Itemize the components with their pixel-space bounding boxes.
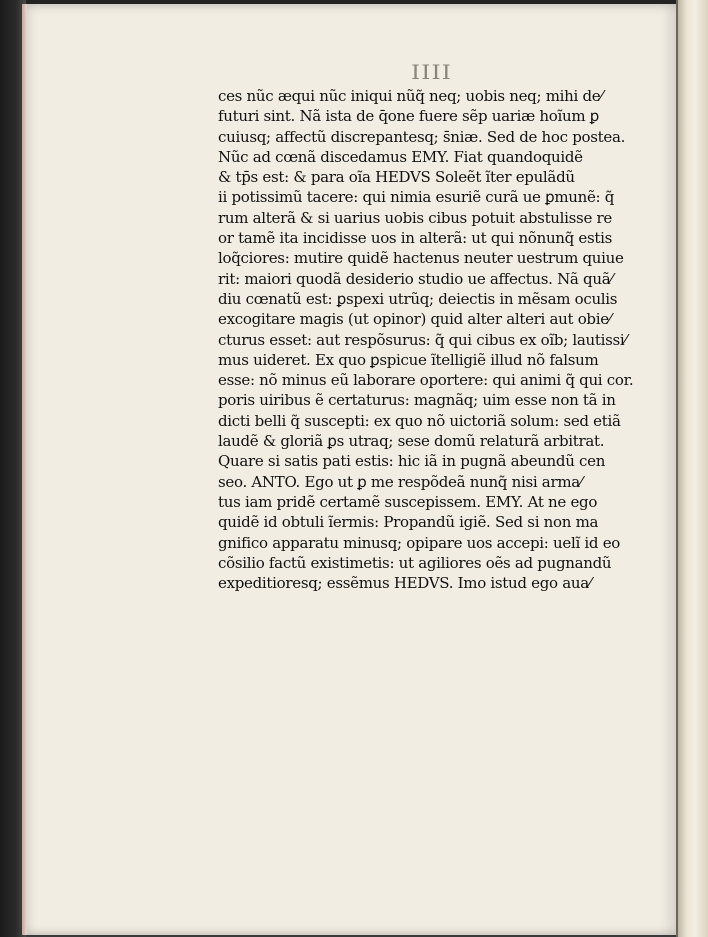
text-line: seo. ANTO. Ego ut ꝑ me respõdeã nunq̃ nisi arma⁄ — [218, 472, 583, 491]
text-line: diu cœnatũ est: ꝑspexi utrũq; deiectis in mẽsam oculis — [218, 289, 618, 308]
text-line: tus iam pridẽ certamẽ suscepissem. EMY. At ne ego — [218, 492, 598, 511]
text-line: & tp̄s est: & para oĩa HEDVS Soleẽt ĩter epulãdũ — [218, 168, 575, 187]
text-block — [218, 86, 638, 593]
text-line: poris uiribus ẽ certaturus: magnãq; uim esse non tã in — [218, 391, 616, 410]
text-line: quidẽ id obtuli ĩermis: Propandũ igiẽ. Sed si non ma — [218, 513, 599, 532]
text-line: futuri sint. Nã ista de q̄one fuere sẽp uariæ hoĩum ꝑ — [218, 107, 599, 126]
text-line: gnifico apparatu minusq; opipare uos accepi: uelĩ id eo — [218, 533, 620, 552]
folio-number: IIII — [411, 60, 452, 84]
text-line: rit: maiori quodã desiderio studio ue affectus. Nã quã⁄ — [218, 269, 613, 288]
text-line: excogitare magis (ut opinor) quid alter alteri aut obie⁄ — [218, 310, 612, 329]
text-line: esse: nõ minus eũ laborare oportere: qui animi q̃ qui cor. — [218, 371, 634, 390]
text-line: cuiusq; affectũ discrepantesq; s̄niæ. Sed de hoc postea. — [218, 127, 626, 146]
text-line: expeditioresq; essẽmus HEDVS. Imo istud ego aua⁄ — [218, 574, 592, 593]
text-line: cõsilio factũ existimetis: ut agiliores oẽs ad pugnandũ — [218, 553, 612, 572]
text-line: Quare si satis pati estis: hic iã in pugnã abeundũ cen — [218, 452, 606, 471]
text-line: rum alterã & si uarius uobis cibus potuit abstulisse re — [218, 208, 612, 227]
text-line: cturus esset: aut respõsurus: q̃ qui cibus ex oĩb; lautissi⁄ — [218, 330, 627, 349]
text-line: loq̃ciores: mutire quidẽ hactenus neuter uestrum quiue — [218, 249, 624, 268]
text-line: laudẽ & gloriã ꝑs utraq; sese domũ relaturã arbitrat. — [218, 432, 605, 451]
text-line: or tamẽ ita incidisse uos in alterã: ut qui nõnunq̃ estis — [218, 229, 613, 248]
text-line: ii potissimũ tacere: qui nimia esuriẽ curã ue ꝑmunẽ: q̃ — [218, 188, 615, 207]
text-line: ces nũc æqui nũc iniqui nũq̃ neq; uobis neq; mihi de⁄ — [218, 87, 603, 105]
text-line: Nũc ad cœnã discedamus EMY. Fiat quandoquidẽ — [218, 147, 583, 166]
page-edge — [676, 0, 708, 937]
text-line: mus uideret. Ex quo ꝑspicue ĩtelligiẽ illud nõ falsum — [218, 350, 599, 369]
text-line: dicti belli q̃ suscepti: ex quo nõ uictoriã solum: sed etiã — [218, 411, 621, 430]
